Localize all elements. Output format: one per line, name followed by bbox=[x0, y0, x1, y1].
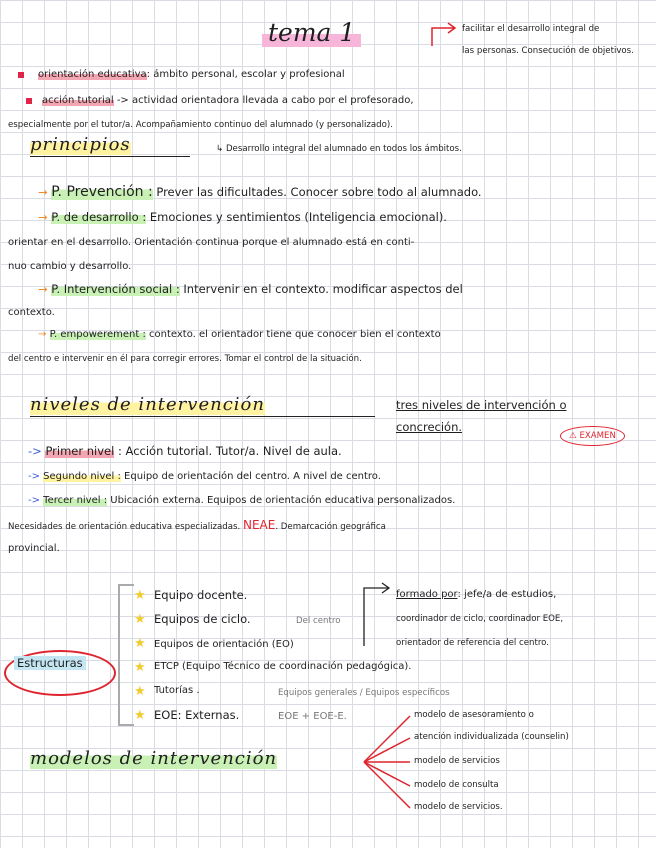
formado-l3: orientador de referencia del centro. bbox=[396, 638, 550, 648]
principios-heading: principios bbox=[30, 134, 131, 155]
nivel-3: -> Tercer nivel : Ubicación externa. Equipos de orientación educativa personalizados. bbox=[28, 495, 456, 506]
niveles-heading: niveles de intervención bbox=[30, 394, 265, 415]
estructura-item: EOE: Externas. bbox=[154, 708, 240, 722]
modelo-item: modelo de consulta bbox=[414, 780, 499, 790]
estructuras-bracket bbox=[118, 584, 134, 726]
estructura-item: Equipos de orientación (EO) bbox=[154, 639, 294, 650]
title-note-1: facilitar el desarrollo integral de bbox=[462, 24, 600, 34]
estructura-item: Equipo docente. bbox=[154, 588, 248, 602]
branch-lines-icon bbox=[362, 710, 414, 814]
principio-intervencion: → P. Intervención social : Intervenir en el contexto. modificar aspectos del bbox=[38, 282, 463, 296]
arrow-icon bbox=[428, 22, 460, 48]
modelo-item: modelo de servicios. bbox=[414, 802, 503, 812]
title-note-2: las personas. Consecución de objetivos. bbox=[462, 46, 634, 56]
estructura-item: Equipos de ciclo. bbox=[154, 612, 251, 626]
star-icon: ★ bbox=[134, 588, 146, 603]
definition-accion-cont: especialmente por el tutor/a. Acompañamiento continuo del alumnado (y personalizado). bbox=[8, 120, 393, 130]
principio-desarrollo: → P. de desarrollo : Emociones y sentimientos (Inteligencia emocional). bbox=[38, 210, 447, 224]
star-icon: ★ bbox=[134, 636, 146, 651]
principio-prevencion: → P. Prevención : Prever las dificultades. Conocer sobre todo al alumnado. bbox=[38, 184, 482, 200]
formado-por: formado por: jefe/a de estudios, bbox=[396, 589, 557, 600]
principio-empowerement: → P. empowerement : contexto. el orientador tiene que conocer bien el contexto bbox=[38, 329, 441, 340]
bullet-icon bbox=[26, 98, 32, 104]
bullet-icon bbox=[18, 72, 24, 78]
principio-desarrollo-l3: nuo cambio y desarrollo. bbox=[8, 261, 132, 272]
nivel-1: -> Primer nivel : Acción tutorial. Tutor/a. Nivel de aula. bbox=[28, 444, 342, 458]
star-icon: ★ bbox=[134, 708, 146, 723]
estructura-item: Tutorías . bbox=[154, 685, 200, 696]
principio-empowerement-l2: del centro e intervenir en él para corregir errores. Tomar el control de la situación. bbox=[8, 354, 362, 364]
equipos-note: Equipos generales / Equipos específicos bbox=[278, 688, 450, 698]
modelo-item: modelo de asesoramiento o bbox=[414, 710, 534, 720]
definition-accion-tutorial: acción tutorial -> actividad orientadora llevada a cabo por el profesorado, bbox=[42, 95, 414, 106]
bracket-arrow-icon bbox=[360, 580, 394, 648]
star-icon: ★ bbox=[134, 660, 146, 675]
heading-underline bbox=[30, 416, 375, 417]
eoe-note: EOE + EOE-E. bbox=[278, 711, 347, 722]
definition-orientacion: orientación educativa: ámbito personal, escolar y profesional bbox=[38, 69, 345, 80]
estructura-item: ETCP (Equipo Técnico de coordinación pedagógica). bbox=[154, 661, 412, 672]
niveles-note: tres niveles de intervención o bbox=[396, 398, 567, 412]
modelo-item: atención individualizada (counselin) bbox=[414, 732, 569, 742]
modelo-item: modelo de servicios bbox=[414, 756, 500, 766]
heading-underline bbox=[30, 156, 190, 157]
page-title: tema 1 bbox=[262, 18, 361, 47]
principios-note: ↳ Desarrollo integral del alumnado en todos los ámbitos. bbox=[216, 144, 462, 154]
star-icon: ★ bbox=[134, 612, 146, 627]
nivel-3-l2: Necesidades de orientación educativa especializadas. NEAE. Demarcación geográfica bbox=[8, 518, 386, 532]
principio-desarrollo-l2: orientar en el desarrollo. Orientación continua porque el alumnado está en conti- bbox=[8, 237, 415, 248]
estructuras-label: Estructuras bbox=[14, 656, 86, 670]
modelos-heading: modelos de intervención bbox=[30, 748, 278, 769]
principio-intervencion-l2: contexto. bbox=[8, 307, 55, 318]
formado-l2: coordinador de ciclo, coordinador EOE, bbox=[396, 614, 564, 624]
nivel-3-l3: provincial. bbox=[8, 543, 60, 554]
del-centro-note: Del centro bbox=[296, 616, 341, 626]
nivel-2: -> Segundo nivel : Equipo de orientación del centro. A nivel de centro. bbox=[28, 471, 381, 482]
niveles-note-2: concreción. bbox=[396, 420, 463, 434]
examen-badge: ⚠ EXAMEN bbox=[560, 426, 625, 446]
star-icon: ★ bbox=[134, 684, 146, 699]
